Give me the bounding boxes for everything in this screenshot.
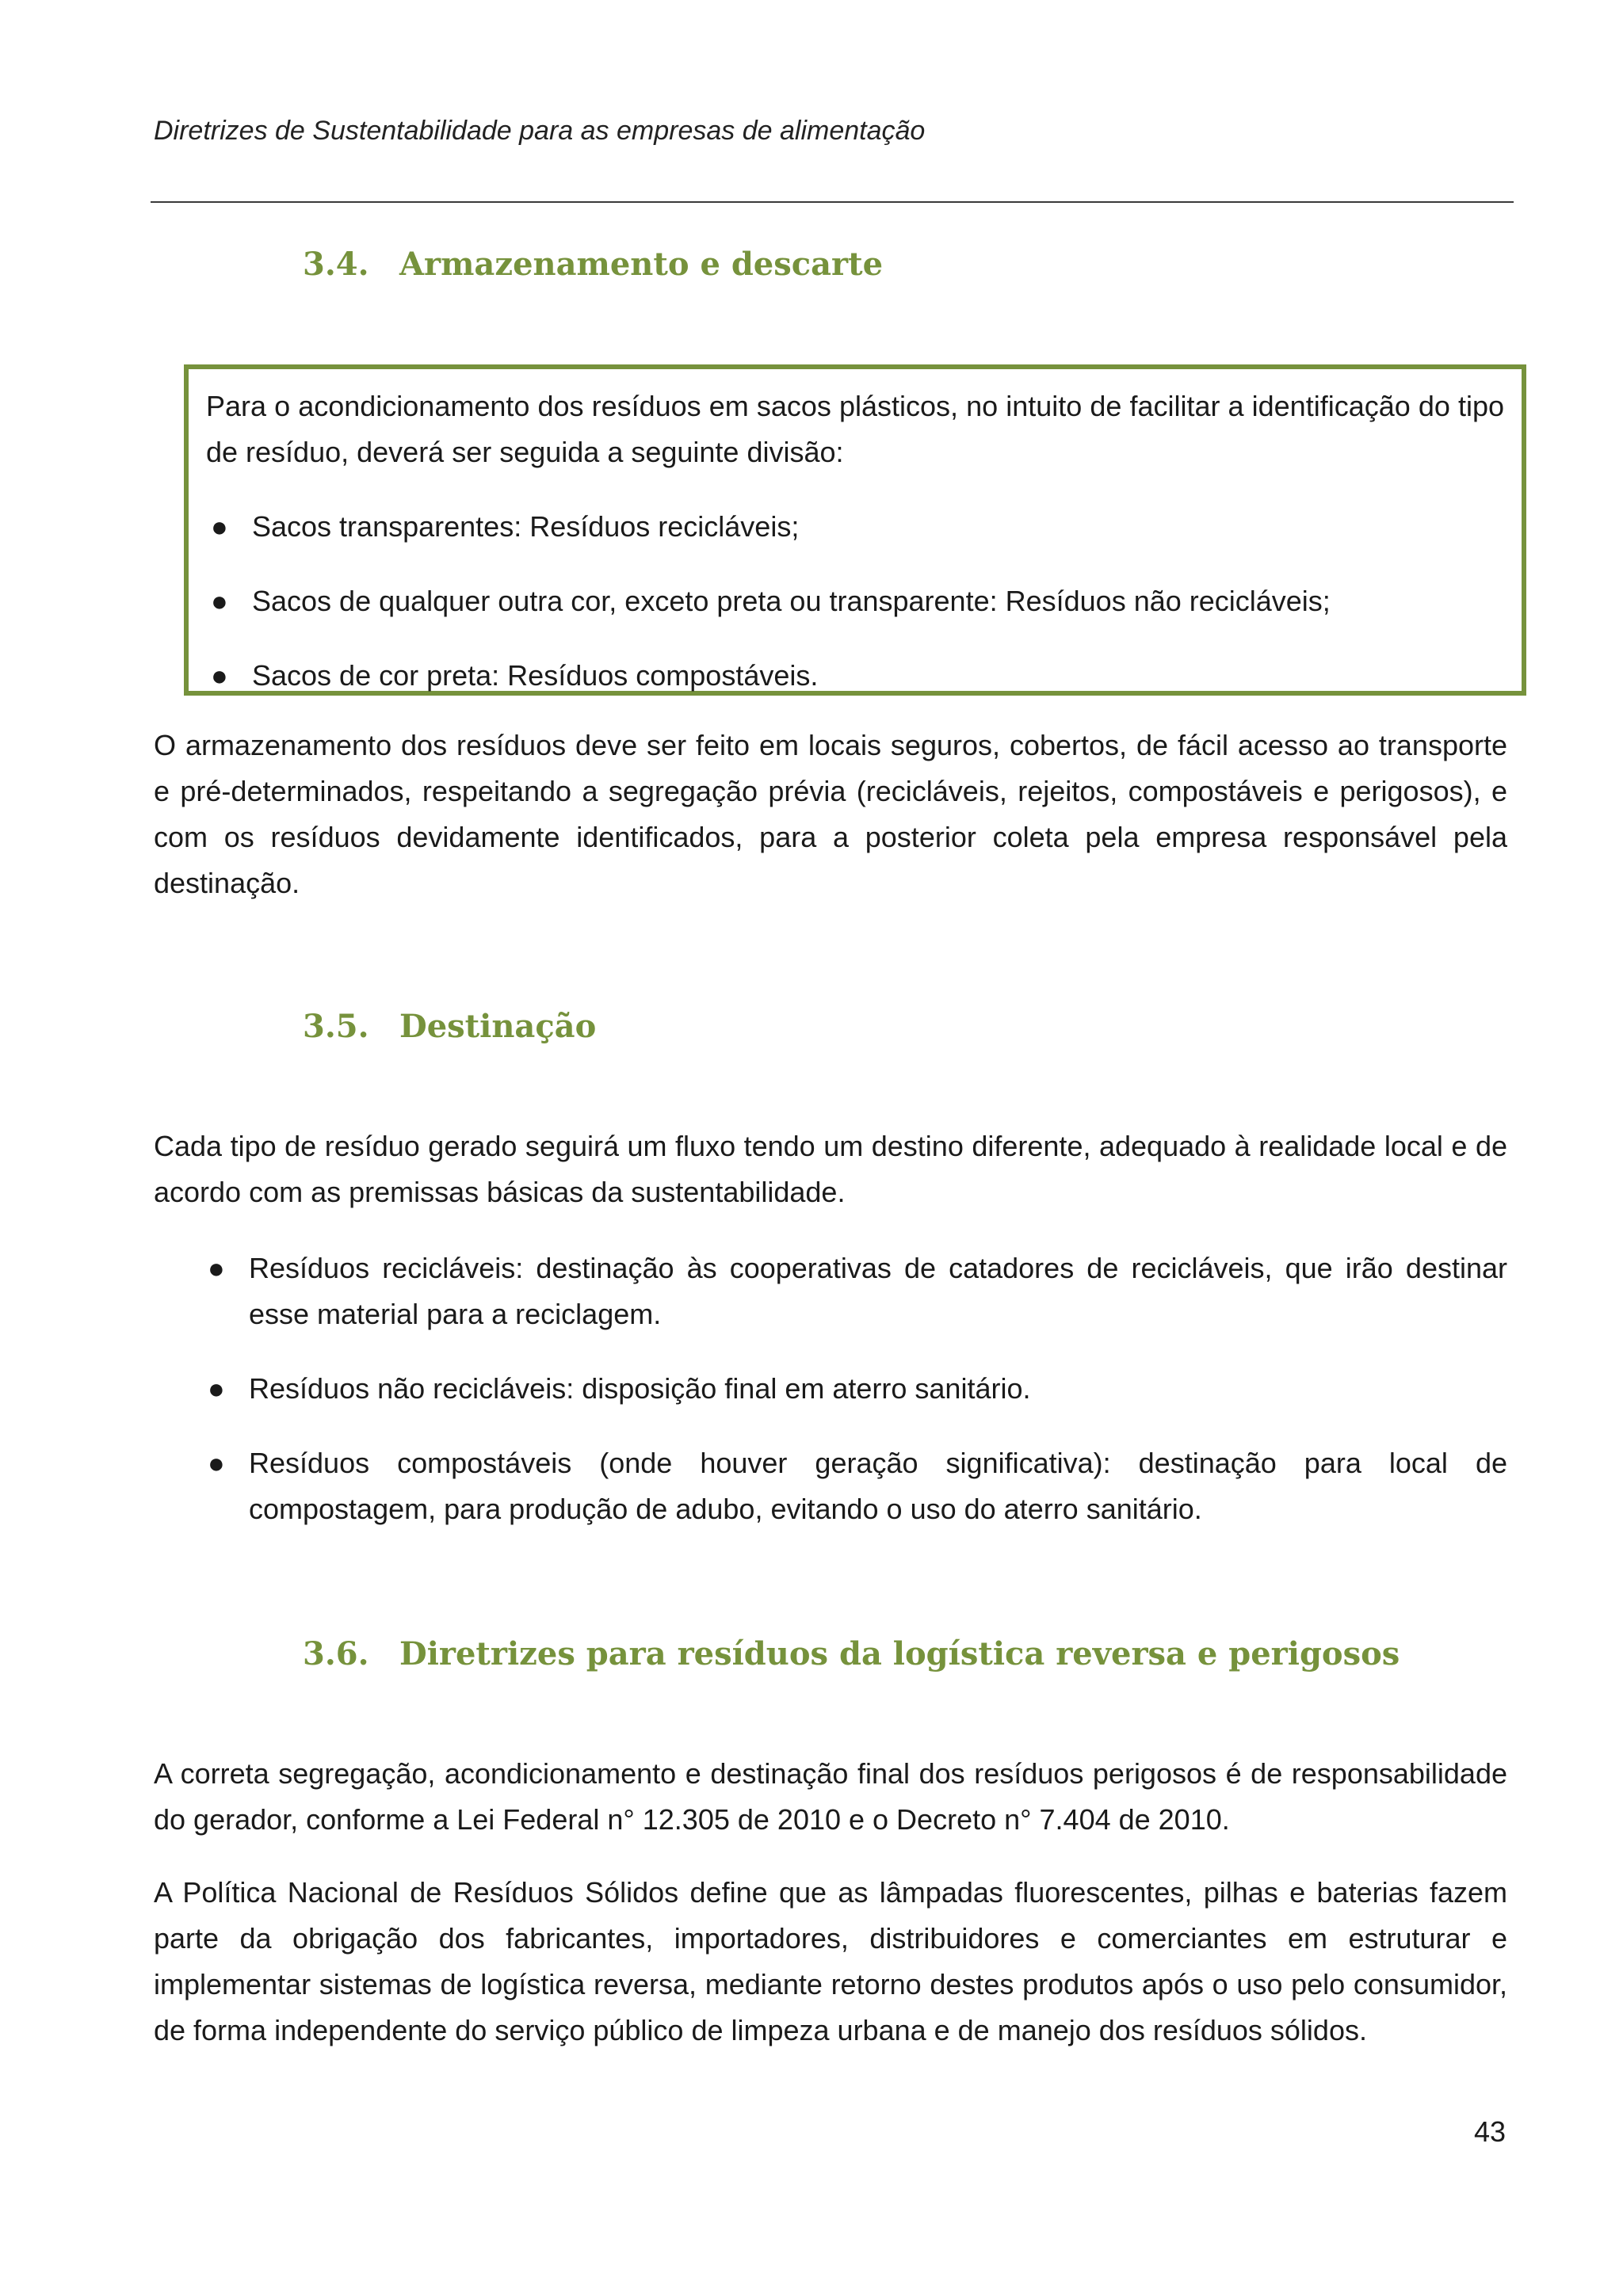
section-number: 3.4. bbox=[303, 246, 369, 283]
destination-list bbox=[203, 1245, 1507, 1561]
section-number: 3.6. bbox=[303, 1635, 369, 1672]
destination-paragraph: Cada tipo de resíduo gerado seguirá um fluxo tendo um destino diferente, adequado à realidade local e de acordo com as premissas básicas da sustentabilidade. bbox=[154, 1130, 1507, 1208]
bullet-icon: ● bbox=[211, 510, 228, 543]
section-heading-3-4 bbox=[303, 246, 883, 283]
bullet-icon: ● bbox=[208, 1447, 225, 1479]
list-item: ● Sacos de cor preta: Resíduos compostáveis. bbox=[206, 653, 1504, 699]
hazardous-paragraph: A correta segregação, acondicionamento e destinação final dos resíduos perigosos é de responsabilidade do gerador, conforme a Lei Federal n° 12.305 de 2010 e o Decreto n° 7.404 de 2010. bbox=[154, 1757, 1507, 1836]
section-heading-3-6 bbox=[303, 1635, 1400, 1672]
section-title: Armazenamento e descarte bbox=[399, 246, 884, 283]
section-title: Diretrizes para resíduos da logística reversa e perigosos bbox=[399, 1635, 1400, 1672]
storage-paragraph: O armazenamento dos resíduos deve ser feito em locais seguros, cobertos, de fácil acesso ao transporte e pré-determinados, respeitando a segregação prévia (recicláveis, rejeitos, compostáveis e perigosos), e com os resíduos devidamente identificados, para a posterior coleta pela empresa responsável pela destinação. bbox=[154, 729, 1507, 899]
reverse-logistics-paragraph: A Política Nacional de Resíduos Sólidos define que as lâmpadas fluorescentes, pilhas e baterias fazem parte da obrigação dos fabricantes, importadores, distribuidores e comerciantes em estruturar e implementar sistemas de logística reversa, mediante retorno destes produtos após o uso pelo consumidor, de forma independente do serviço público de limpeza urbana e de manejo dos resíduos sólidos. bbox=[154, 1876, 1507, 2046]
page-number: 43 bbox=[1474, 2115, 1507, 2148]
section-title: Destinação bbox=[399, 1008, 597, 1045]
bag-color-list bbox=[206, 504, 1504, 699]
bullet-icon: ● bbox=[211, 659, 228, 692]
list-item: ● Sacos transparentes: Resíduos recicláveis; bbox=[206, 504, 1504, 550]
header-divider bbox=[151, 201, 1514, 203]
bullet-icon: ● bbox=[211, 585, 228, 617]
list-item: ● Resíduos compostáveis (onde houver geração significativa): destinação para local de compostagem, para produção de adubo, evitando o uso do aterro sanitário. bbox=[203, 1440, 1507, 1532]
bullet-icon: ● bbox=[208, 1372, 225, 1405]
section-number: 3.5. bbox=[303, 1008, 369, 1045]
list-item: ● Sacos de qualquer outra cor, exceto preta ou transparente: Resíduos não recicláveis; bbox=[206, 578, 1504, 624]
list-item: ● Resíduos recicláveis: destinação às cooperativas de catadores de recicláveis, que irão destinar esse material para a reciclagem. bbox=[203, 1245, 1507, 1337]
list-item: ● Resíduos não recicláveis: disposição final em aterro sanitário. bbox=[203, 1366, 1507, 1412]
bullet-icon: ● bbox=[208, 1252, 225, 1284]
section-heading-3-5 bbox=[303, 1008, 596, 1045]
highlight-box bbox=[184, 364, 1526, 696]
box-intro: Para o acondicionamento dos resíduos em sacos plásticos, no intuito de facilitar a identificação do tipo de resíduo, deverá ser seguida a seguinte divisão: bbox=[206, 390, 1504, 468]
running-header: Diretrizes de Sustentabilidade para as empresas de alimentação bbox=[154, 116, 926, 146]
